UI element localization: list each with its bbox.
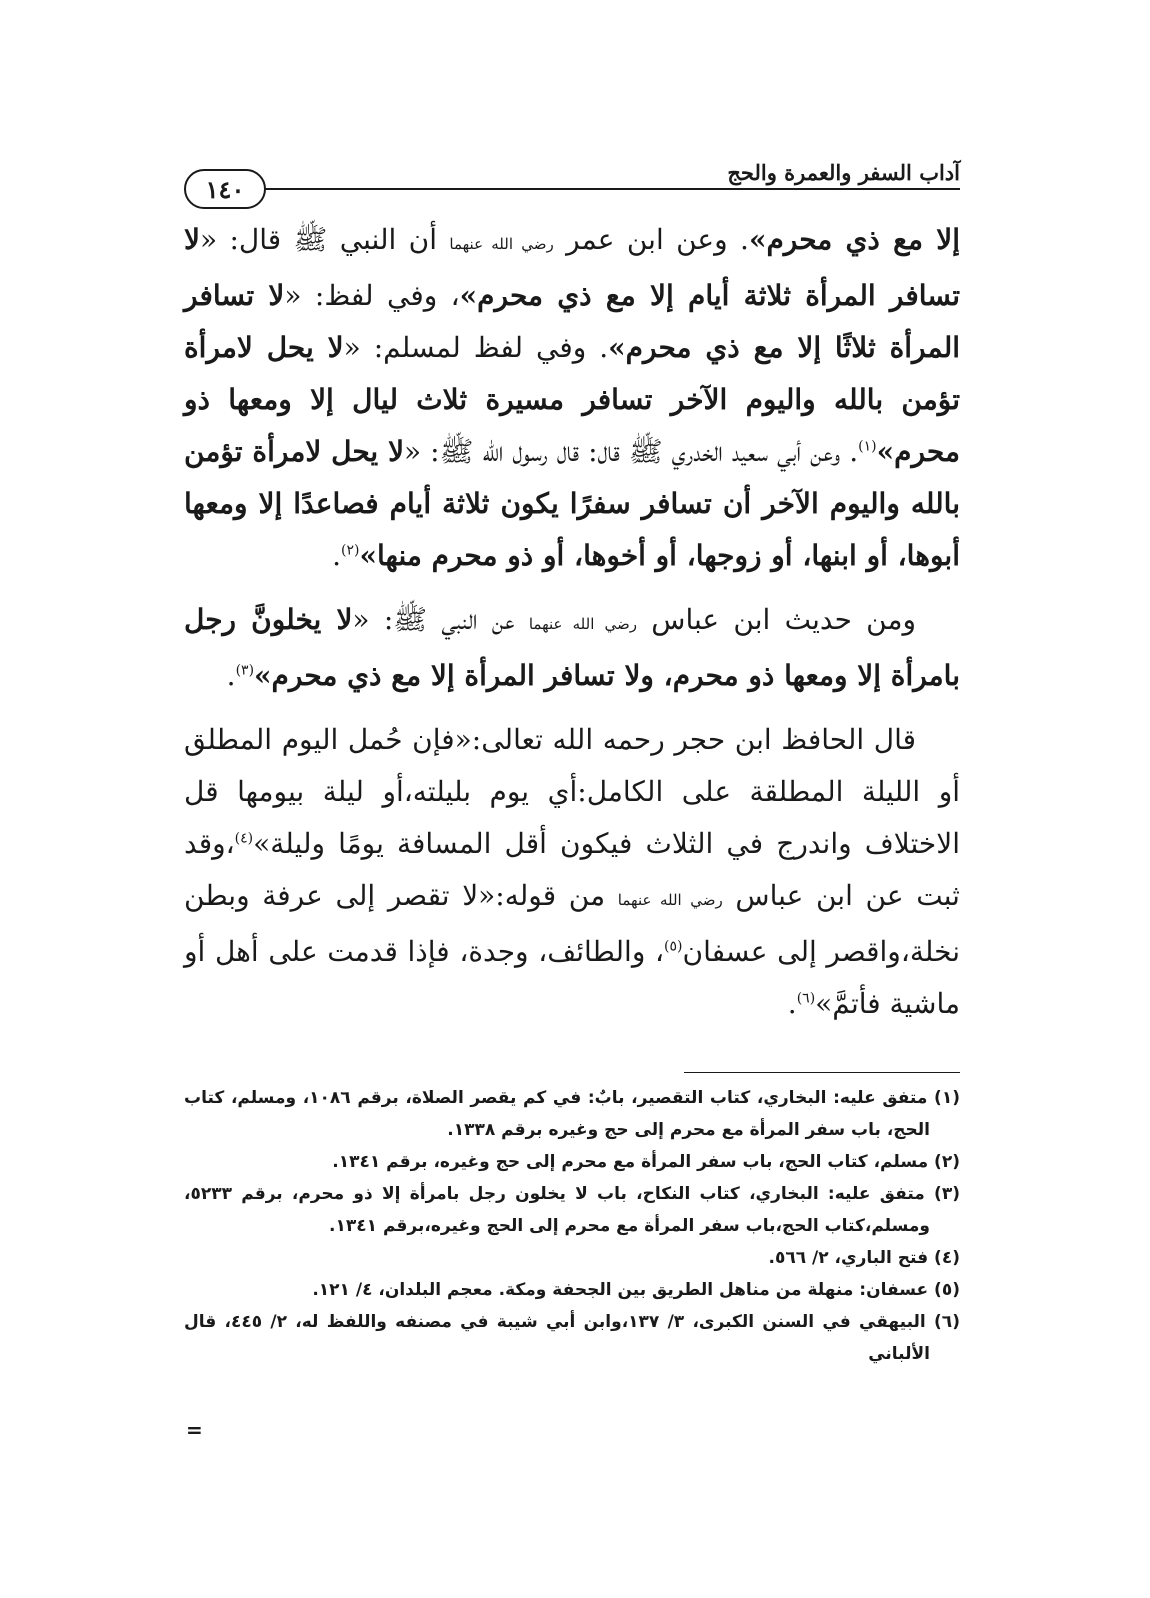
main-text (184, 214, 960, 1042)
footnote-1: (١) متفق عليه: البخاري، كتاب التقصير، بابٌ: في كم يقصر الصلاة، برقم ١٠٨٦، ومسلم، كتاب الحج، باب سفر المرأة مع محرم إلى حج وغيره برقم ١٣٣٨. (184, 1088, 960, 1140)
footnote-ref: (٥) (664, 938, 683, 955)
quoted-text: لا تسافر المرأة ثلاثًا إلا مع ذي محرم» (184, 279, 960, 364)
paragraph-3 (184, 714, 960, 1030)
footnote-ref: (٣) (235, 662, 255, 679)
text-run: أن النبي ﷺ قال: « (199, 223, 450, 256)
footnote-ref: (٦) (796, 990, 816, 1007)
text-run: ومن حديث ابن عباس (637, 603, 916, 636)
footnote-6: (٦) البيهقي في السنن الكبرى، ٣/ ١٣٧،وابن أبي شيبة في مصنفه واللفظ له، ٢/ ٤٤٥، قال الألباني (184, 1312, 960, 1364)
text-run: ، وفي لفظ: « (284, 279, 460, 312)
running-header-title: آداب السفر والعمرة والحج (727, 160, 960, 185)
text-run: قال الحافظ ابن حجر رحمه الله تعالى:«فإن حُمل اليوم المطلق أو الليلة المطلقة على الكامل:أي يوم بليلته،أو ليلة بيومها قل الاختلاف واندرج في الثلاث فيكون أقل المسافة يومًا وليلة» (184, 723, 960, 860)
footnote-5: (٥) عسفان: منهلة من مناهل الطريق بين الجحفة ومكة. معجم البلدان، ٤/ ١٢١. (312, 1280, 960, 1300)
text-run: . (332, 539, 342, 572)
footnote-continuation-mark: = (186, 1418, 203, 1442)
text-run: . (226, 659, 236, 692)
text-run: . وعن أبي سعيد الخدري ﷺ قال: قال رسول الله ﷺ: « (404, 435, 859, 468)
quoted-text: لا يخلونَّ رجل بامرأة إلا ومعها ذو محرم، ولا تسافر المرأة إلا مع ذي محرم» (184, 603, 960, 692)
text-run: ،وقد ثبت عن ابن عباس (184, 827, 960, 912)
text-run: . (787, 987, 797, 1020)
paragraph-1 (184, 214, 960, 582)
footnote-ref: (١) (858, 438, 877, 455)
paragraph-2 (184, 594, 960, 702)
footnote-4: (٤) فتح الباري، ٢/ ٥٦٦. (768, 1248, 960, 1268)
footnote-separator (684, 1072, 960, 1073)
text-run: . وعن ابن عمر (553, 223, 749, 256)
header-rule (262, 188, 960, 190)
page-number-badge (184, 169, 266, 209)
honorific: رضي الله عنهما (449, 235, 554, 253)
quoted-text: لا تسافر المرأة ثلاثة أيام إلا مع ذي محرم» (184, 223, 961, 312)
footnote-3: (٣) متفق عليه: البخاري، كتاب النكاح، باب لا يخلون رجل بامرأة إلا ذو محرم، برقم ٥٢٣٣، ومسلم،كتاب الحج،باب سفر المرأة مع محرم إلى الحج وغيره،برقم ١٣٤١. (184, 1184, 960, 1236)
quoted-text: لا يحل لامرأة تؤمن بالله واليوم الآخر تسافر مسيرة ثلاث ليال إلا ومعها ذو محرم» (184, 331, 960, 468)
quoted-text: لا يحل لامرأة تؤمن بالله واليوم الآخر أن تسافر سفرًا يكون ثلاثة أيام فصاعدًا إلا ومعها أبوها، أو ابنها، أو زوجها، أو أخوها، أو ذو محرم منها» (184, 435, 960, 572)
footnote-ref: (٤) (234, 830, 254, 847)
honorific: رضي الله عنهما (528, 615, 637, 633)
text-run: من قوله:«لا تقصر إلى عرفة وبطن نخلة،واقصر إلى عسفان (184, 879, 960, 968)
page-number: ١٤٠ (205, 174, 245, 204)
honorific: رضي الله عنهما (617, 891, 723, 909)
footnote-ref: (٢) (341, 542, 360, 559)
footnote-2: (٢) مسلم، كتاب الحج، باب سفر المرأة مع محرم إلى حج وغيره، برقم ١٣٤١. (332, 1152, 960, 1172)
quoted-text: إلا مع ذي محرم» (748, 223, 960, 256)
text-run: ، والطائف، وجدة، فإذا قدمت على أهل أو ماشية فأتمَّ» (184, 935, 960, 1020)
footnotes (184, 1082, 960, 1370)
text-run: . وفي لفظ لمسلم: « (343, 331, 609, 364)
text-run: عن النبي ﷺ: « (352, 603, 529, 636)
